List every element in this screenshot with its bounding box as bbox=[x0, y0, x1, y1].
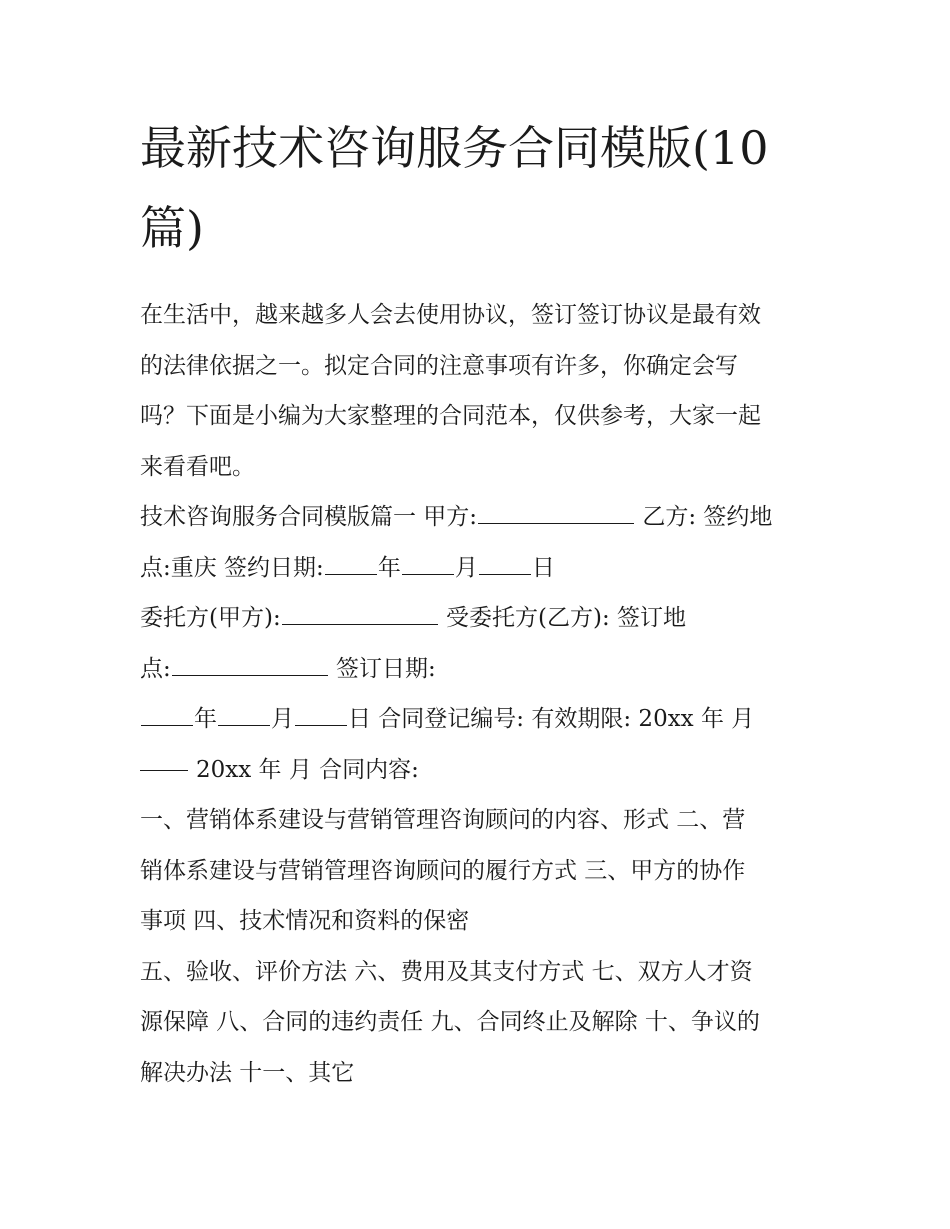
document-title bbox=[140, 108, 812, 268]
sign-date-label: 签订日期: bbox=[328, 655, 436, 682]
intro-line: 的法律依据之一。拟定合同的注意事项有许多，你确定会写 bbox=[140, 352, 738, 379]
day-label-2: 日 bbox=[348, 706, 371, 732]
form-line-6 bbox=[140, 745, 812, 796]
form-line-2 bbox=[140, 543, 812, 594]
year-blank bbox=[325, 552, 377, 575]
contents-list-2 bbox=[140, 947, 812, 1099]
year-blank-2 bbox=[141, 703, 193, 726]
title-line-1: 最新技术咨询服务合同模版(10 bbox=[140, 121, 769, 175]
contents-line: 事项 四、技术情况和资料的保密 bbox=[140, 908, 470, 934]
contract-header-fields bbox=[140, 492, 812, 593]
year-label-2: 年 bbox=[194, 706, 217, 732]
form-line-1 bbox=[140, 492, 812, 543]
sign-place-blank bbox=[172, 653, 328, 676]
document-body bbox=[140, 108, 812, 1098]
intro-line: 吗？下面是小编为大家整理的合同范本，仅供参考，大家一起 bbox=[140, 403, 761, 429]
month-blank bbox=[402, 552, 454, 575]
contract-parties-fields bbox=[140, 593, 812, 795]
day-blank bbox=[479, 552, 531, 575]
contractor-label: 受委托方(乙方): 签订地 bbox=[438, 605, 687, 631]
intro-line: 来看看吧。 bbox=[140, 453, 255, 480]
contents-line: 解决办法 十一、其它 bbox=[140, 1059, 355, 1086]
client-blank bbox=[282, 602, 438, 625]
form-line-4 bbox=[140, 644, 812, 695]
intro-paragraph bbox=[140, 290, 812, 492]
contents-line: 五、验收、评价方法 六、费用及其支付方式 七、双方人才资 bbox=[140, 958, 753, 985]
form-line-5 bbox=[140, 694, 812, 745]
month-label: 月 bbox=[454, 554, 478, 581]
form-line-3 bbox=[140, 593, 812, 644]
party-a-blank bbox=[478, 501, 634, 524]
sign-place-label: 点:重庆 签约日期: bbox=[140, 554, 324, 581]
party-a-label: 技术咨询服务合同模版篇一 甲方: bbox=[140, 504, 478, 530]
intro-line: 在生活中，越来越多人会去使用协议，签订签订协议是最有效 bbox=[140, 302, 761, 328]
contents-line: 源保障 八、合同的违约责任 九、合同终止及解除 十、争议的 bbox=[140, 1009, 760, 1035]
year-label: 年 bbox=[377, 554, 401, 581]
party-b-label: 乙方: 签约地 bbox=[635, 504, 773, 530]
client-label: 委托方(甲方): bbox=[140, 605, 281, 631]
month-blank-2 bbox=[218, 703, 270, 726]
sign-place-label-2: 点: bbox=[140, 655, 171, 682]
day-blank-2 bbox=[295, 703, 347, 726]
contents-line: 销体系建设与营销管理咨询顾问的履行方式 三、甲方的协作 bbox=[140, 857, 746, 884]
registration-validity-label: 合同登记编号: 有效期限: 20xx 年 月 bbox=[371, 706, 755, 732]
validity-end-label: 20xx 年 月 合同内容: bbox=[196, 756, 419, 783]
day-label: 日 bbox=[531, 554, 555, 581]
contents-list-1 bbox=[140, 795, 812, 947]
title-line-2: 篇) bbox=[140, 201, 204, 255]
dash-separator bbox=[140, 770, 188, 771]
contents-line: 一、营销体系建设与营销管理咨询顾问的内容、形式 二、营 bbox=[140, 807, 746, 833]
month-label-2: 月 bbox=[271, 706, 294, 732]
